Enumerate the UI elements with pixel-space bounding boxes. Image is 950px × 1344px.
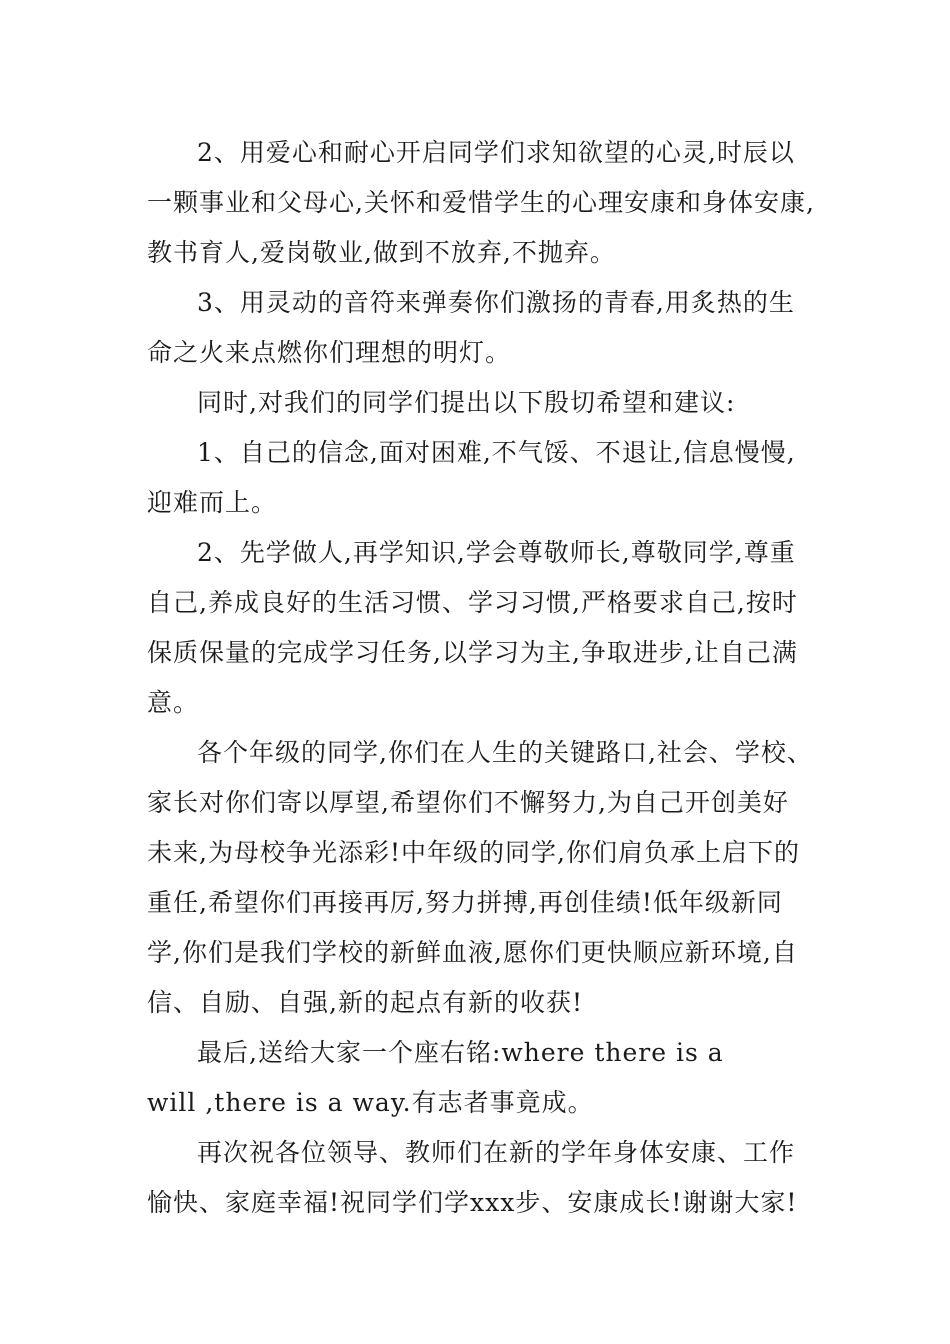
text-line: 1、自己的信念,面对困难,不气馁、不退让,信息慢慢, (197, 438, 796, 467)
text-line: will ,there is a way.有志者事竟成。 (147, 1088, 594, 1117)
text-line: 再次祝各位领导、教师们在新的学年身体安康、工作 (197, 1138, 796, 1167)
text-line: 迎难而上。 (147, 488, 278, 517)
text-line: 2、用爱心和耐心开启同学们求知欲望的心灵,时辰以 (197, 138, 795, 167)
text-line: 命之火来点燃你们理想的明灯。 (147, 338, 512, 367)
text-line: 家长对你们寄以厚望,希望你们不懈努力,为自己开创美好 (147, 788, 789, 817)
text-line: 重任,希望你们再接再厉,努力拼搏,再创佳绩!低年级新同 (147, 888, 783, 917)
text-line: 自己,养成良好的生活习惯、学习习惯,严格要求自己,按时 (147, 588, 798, 617)
text-line: 未来,为母校争光添彩!中年级的同学,你们肩负承上启下的 (147, 838, 800, 867)
text-line: 一颗事业和父母心,关怀和爱惜学生的心理安康和身体安康, (147, 188, 815, 217)
text-line: 信、自励、自强,新的起点有新的收获! (147, 988, 583, 1017)
text-line: 保质保量的完成学习任务,以学习为主,争取进步,让自己满 (147, 638, 798, 667)
text-line: 2、先学做人,再学知识,学会尊敬师长,尊敬同学,尊重 (197, 538, 796, 567)
text-line: 各个年级的同学,你们在人生的关键路口,社会、学校、 (197, 738, 813, 767)
text-line: 最后,送给大家一个座右铭:where there is a (197, 1038, 724, 1067)
text-line: 意。 (147, 688, 200, 717)
text-line: 教书育人,爱岗敬业,做到不放弃,不抛弃。 (147, 238, 616, 267)
text-line: 愉快、家庭幸福!祝同学们学xxx步、安康成长!谢谢大家! (147, 1188, 798, 1217)
text-line: 同时,对我们的同学们提出以下殷切希望和建议: (197, 388, 736, 417)
text-line: 3、用灵动的音符来弹奏你们激扬的青春,用炙热的生 (197, 288, 795, 317)
text-line: 学,你们是我们学校的新鲜血液,愿你们更快顺应新环境,自 (147, 938, 798, 967)
